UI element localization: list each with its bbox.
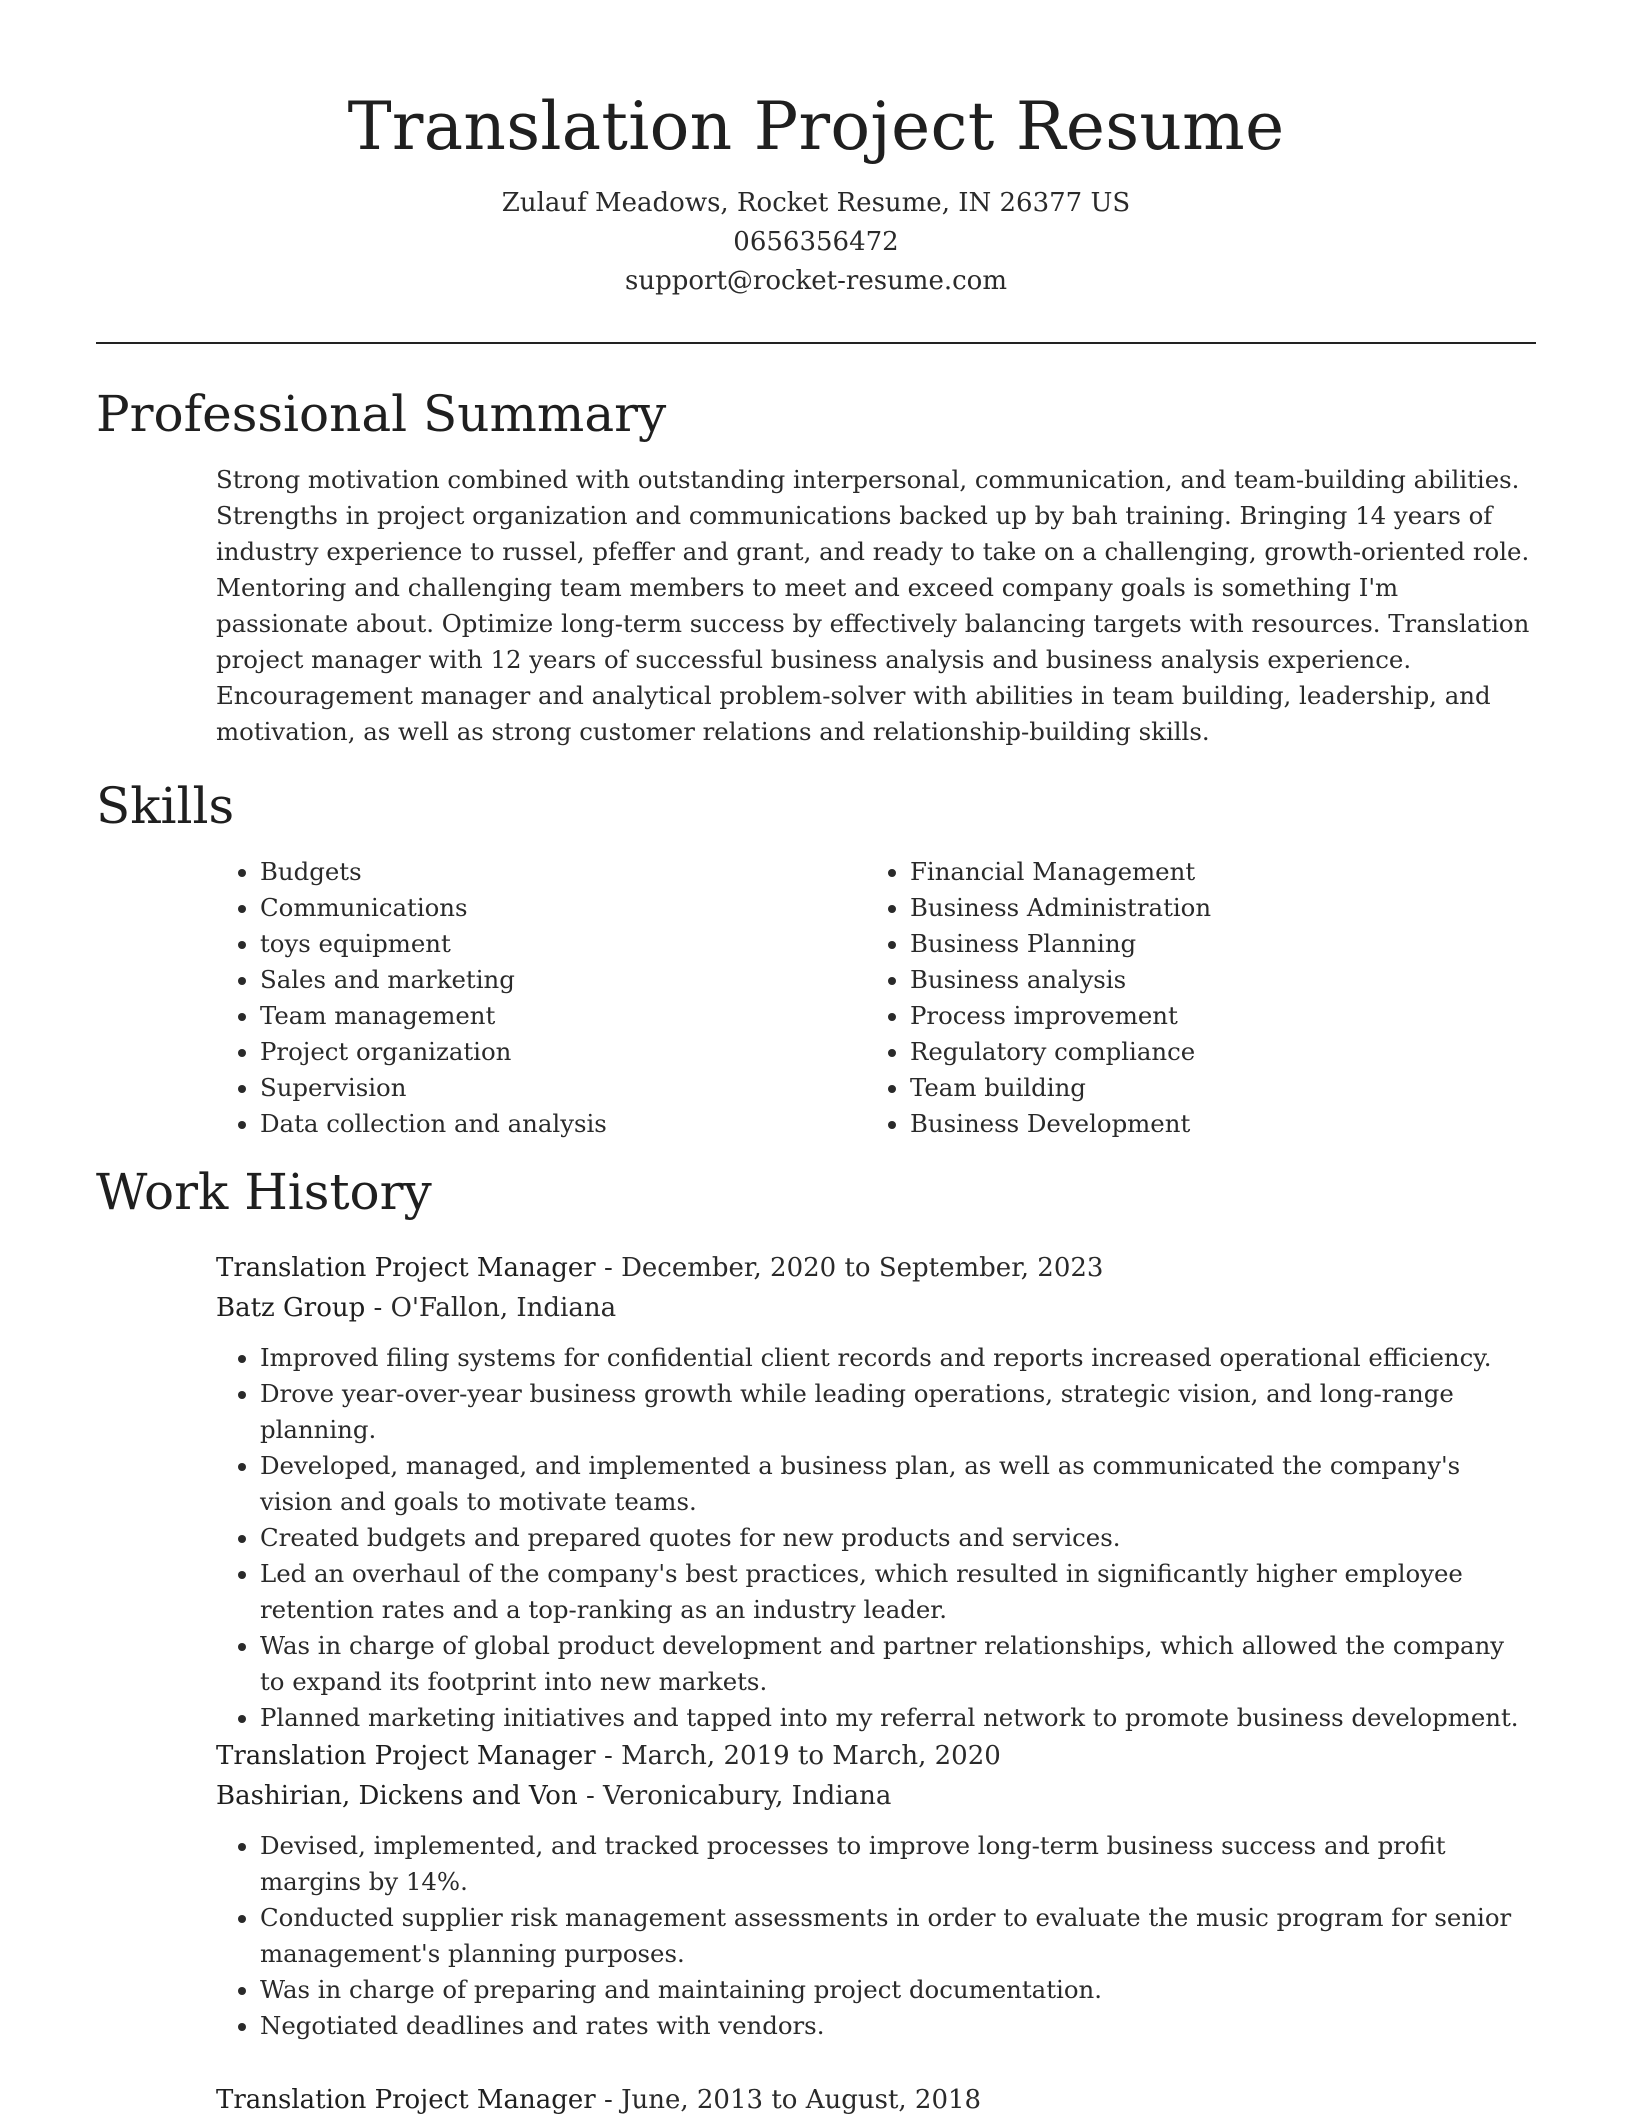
- resume-header: [0, 0, 1632, 301]
- skill-item: • Project organization: [260, 1034, 866, 1070]
- job-bullet: • Improved filing systems for confidential client records and reports increased operational efficiency.: [260, 1340, 1536, 1376]
- job-company-line: [216, 1288, 1536, 1328]
- job-bullet: • Devised, implemented, and tracked processes to improve long-term business success and profit margins by 14%.: [260, 1828, 1536, 1900]
- skill-item: • Business analysis: [910, 962, 1516, 998]
- skill-item: • Business Administration: [910, 890, 1516, 926]
- skills-heading: Skills: [96, 777, 235, 835]
- job-bullet: • Negotiated deadlines and rates with vendors.: [260, 2008, 1536, 2044]
- job-dates: March, 2019 to March, 2020: [621, 1741, 1001, 1771]
- job-bullet: • Drove year-over-year business growth while leading operations, strategic vision, and long-range planning.: [260, 1376, 1536, 1448]
- job-bullet: • Developed, managed, and implemented a business plan, as well as communicated the company's vision and goals to motivate teams.: [260, 1448, 1536, 1520]
- job-separator: -: [595, 1741, 622, 1771]
- job-entry: [216, 1248, 1536, 1736]
- skill-item: • Data collection and analysis: [260, 1106, 866, 1142]
- job-bullets: [216, 1828, 1536, 2044]
- contact-address: Zulauf Meadows, Rocket Resume, IN 26377 US: [501, 188, 1131, 218]
- job-title: Translation Project Manager: [216, 2085, 596, 2115]
- contact-block: [0, 184, 1632, 301]
- job-separator: -: [577, 1781, 604, 1811]
- skill-item: • Sales and marketing: [260, 962, 866, 998]
- skill-item: • Business Planning: [910, 926, 1516, 962]
- skill-item: • toys equipment: [260, 926, 866, 962]
- job-dates: June, 2013 to August, 2018: [621, 2085, 982, 2115]
- job-bullet: • Conducted supplier risk management assessments in order to evaluate the music program for senior management's planning purposes.: [260, 1900, 1536, 1972]
- job-bullets: [216, 1340, 1536, 1736]
- job-company: Batz Group: [216, 1293, 366, 1323]
- contact-email: support@rocket-resume.com: [624, 266, 1007, 296]
- job-bullet: • Planned marketing initiatives and tapped into my referral network to promote business development.: [260, 1700, 1536, 1736]
- job-bullet: • Was in charge of preparing and maintaining project documentation.: [260, 1972, 1536, 2008]
- job-separator: -: [365, 1293, 391, 1323]
- job-title: Translation Project Manager: [216, 1253, 596, 1283]
- skill-item: • Regulatory compliance: [910, 1034, 1516, 1070]
- job-bullet: • Was in charge of global product development and partner relationships, which allowed the company to expand its footprint into new markets.: [260, 1628, 1536, 1700]
- work-history-heading: Work History: [96, 1163, 432, 1221]
- job-company: Bashirian, Dickens and Von: [216, 1781, 578, 1811]
- job-bullet: • Created budgets and prepared quotes for new products and services.: [260, 1520, 1536, 1556]
- skill-item: • Process improvement: [910, 998, 1516, 1034]
- job-separator: -: [595, 1253, 622, 1283]
- skill-item: • Financial Management: [910, 854, 1516, 890]
- job-location: O'Fallon, Indiana: [390, 1293, 617, 1323]
- summary-text: Strong motivation combined with outstanding interpersonal, communication, and team-building abilities. Strengths in project organization and communications backed up by bah training. Bringing 14 years of industry experience to russel, pfeffer and grant, and ready to take on a challenging, growth-oriented role. Mentoring and challenging team members to meet and exceed company goals is something I'm passionate about. Optimize long-term success by effectively balancing targets with resources. Translation project manager with 12 years of successful business analysis and business analysis experience. Encouragement manager and analytical problem-solver with abilities in team building, leadership, and motivation, as well as strong customer relations and relationship-building skills.: [216, 465, 1530, 746]
- skills-column-left: [216, 854, 866, 1142]
- job-entry: [216, 1736, 1536, 2044]
- skill-item: • Supervision: [260, 1070, 866, 1106]
- summary-heading: Professional Summary: [96, 385, 667, 443]
- skills-column-right: [866, 854, 1516, 1142]
- job-separator: -: [595, 2085, 622, 2115]
- skills-list: [216, 854, 1536, 1142]
- skill-item: • Team management: [260, 998, 866, 1034]
- skill-item: • Budgets: [260, 854, 866, 890]
- skill-item: • Team building: [910, 1070, 1516, 1106]
- job-title-line: [216, 1736, 1536, 1776]
- job-dates: December, 2020 to September, 2023: [621, 1253, 1104, 1283]
- job-entry: [216, 2080, 1536, 2120]
- resume-title: Translation Project Resume: [347, 88, 1285, 165]
- job-company-line: [216, 1776, 1536, 1816]
- skill-item: • Business Development: [910, 1106, 1516, 1142]
- header-divider: [96, 342, 1536, 344]
- job-location: Veronicabury, Indiana: [603, 1781, 892, 1811]
- job-title-line: [216, 1248, 1536, 1288]
- contact-phone: 0656356472: [733, 227, 899, 257]
- job-title: Translation Project Manager: [216, 1741, 596, 1771]
- job-bullet: • Led an overhaul of the company's best practices, which resulted in significantly higher employee retention rates and a top-ranking as an industry leader.: [260, 1556, 1536, 1628]
- skill-item: • Communications: [260, 890, 866, 926]
- job-title-line: [216, 2080, 1536, 2120]
